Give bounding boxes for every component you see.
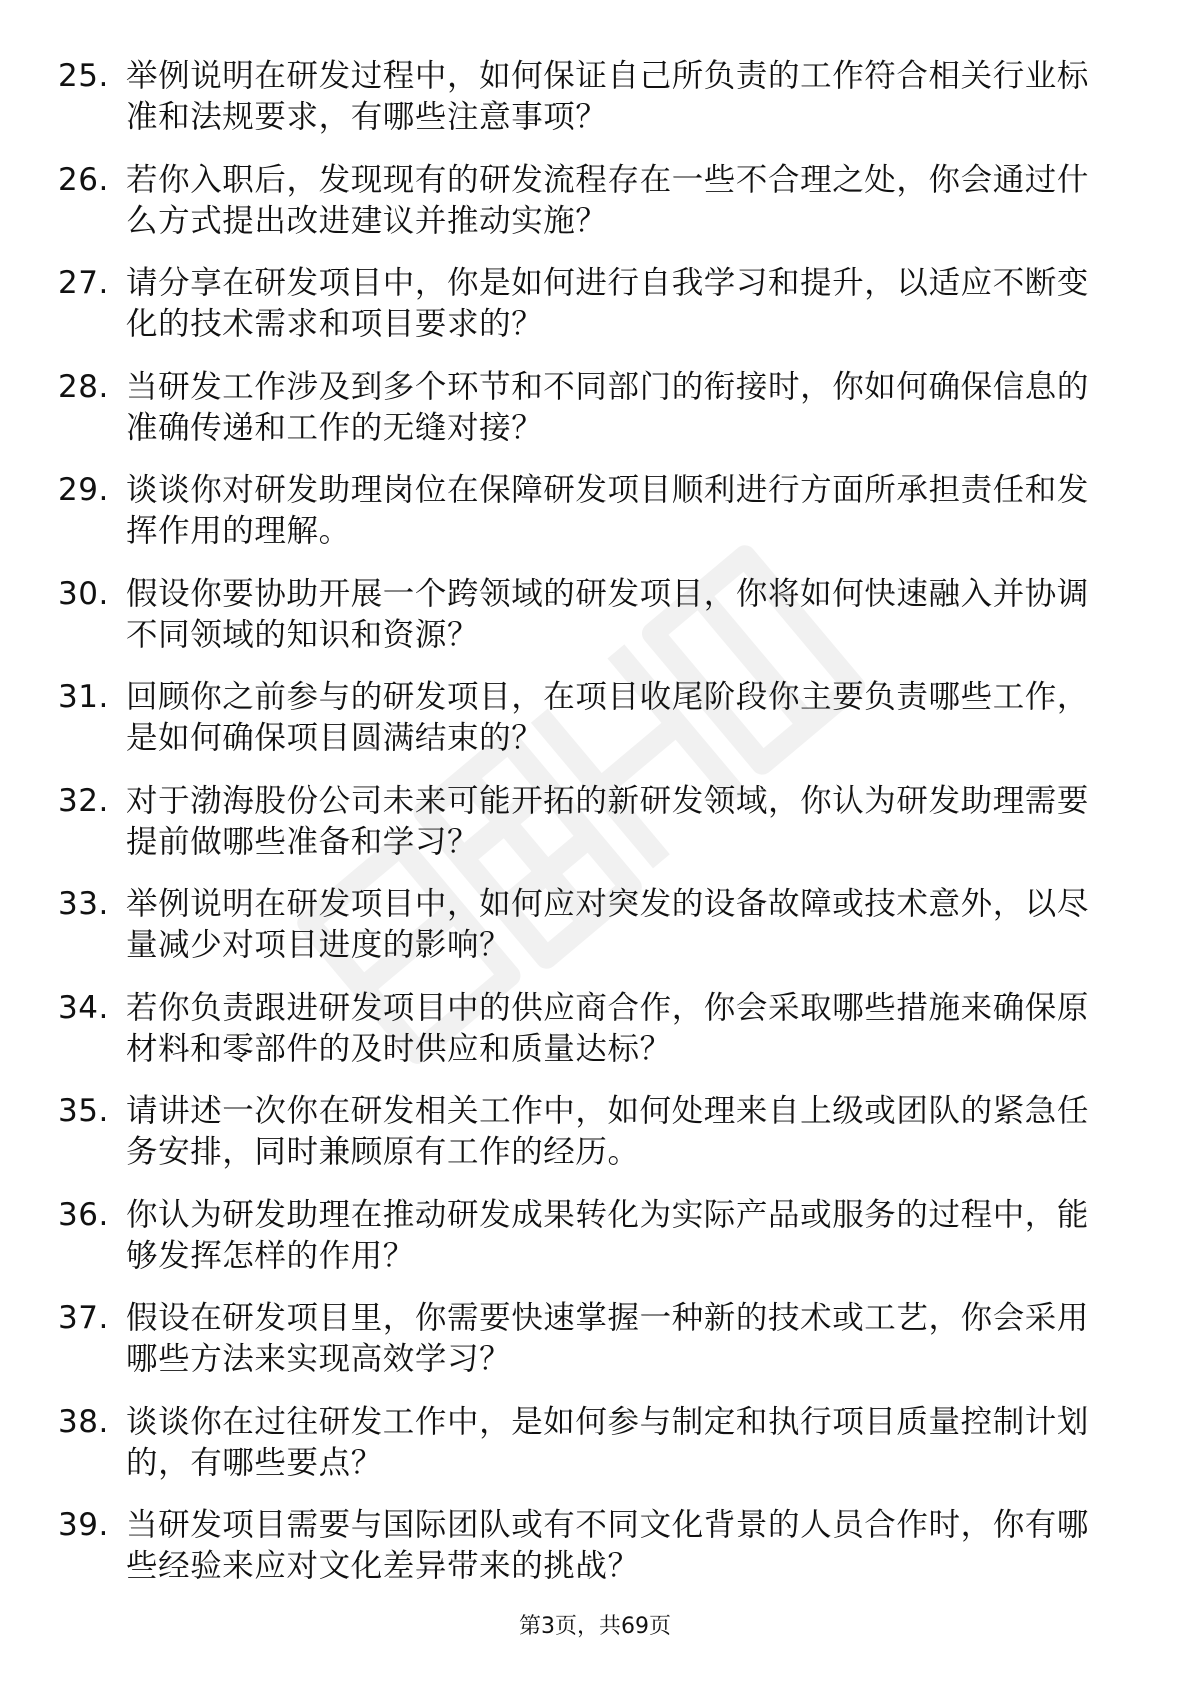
list-item	[58, 1298, 1108, 1402]
question-text: 请讲述一次你在研发相关工作中，如何处理来自上级或团队的紧急任务安排，同时兼顾原有工作的经历。	[126, 1093, 1090, 1170]
question-number: 31.	[58, 679, 109, 715]
question-number: 39.	[58, 1507, 109, 1543]
question-text: 谈谈你对研发助理岗位在保障研发项目顺利进行方面所承担责任和发挥作用的理解。	[126, 472, 1090, 549]
question-number: 30.	[58, 575, 109, 612]
question-text: 请分享在研发项目中，你是如何进行自我学习和提升，以适应不断变化的技术需求和项目要求的？	[126, 265, 1090, 342]
list-item	[58, 884, 1108, 988]
question-number: 29.	[58, 472, 109, 508]
question-text: 对于渤海股份公司未来可能开拓的新研发领域，你认为研发助理需要提前做哪些准备和学习？	[126, 782, 1090, 860]
list-item	[58, 574, 1108, 678]
question-number: 34.	[58, 989, 109, 1026]
question-text: 当研发项目需要与国际团队或有不同文化背景的人员合作时，你有哪些经验来应对文化差异带来的挑战？	[126, 1507, 1090, 1584]
question-number: 33.	[58, 886, 109, 922]
question-number: 28.	[58, 368, 109, 405]
question-list	[58, 56, 1108, 1609]
question-number: 38.	[58, 1403, 109, 1440]
list-item	[58, 470, 1108, 574]
question-text: 假设在研发项目里，你需要快速掌握一种新的技术或工艺，你会采用哪些方法来实现高效学习？	[126, 1300, 1090, 1377]
list-item	[58, 160, 1108, 264]
list-item	[58, 56, 1108, 160]
list-item	[58, 367, 1108, 471]
question-text: 若你负责跟进研发项目中的供应商合作，你会采取哪些措施来确保原材料和零部件的及时供应和质量达标？	[126, 989, 1090, 1067]
question-text: 假设你要协助开展一个跨领域的研发项目，你将如何快速融入并协调不同领域的知识和资源？	[126, 575, 1090, 653]
list-item	[58, 1195, 1108, 1299]
question-text: 当研发工作涉及到多个环节和不同部门的衔接时，你如何确保信息的准确传递和工作的无缝对接？	[126, 368, 1090, 446]
question-text: 举例说明在研发过程中，如何保证自己所负责的工作符合相关行业标准和法规要求，有哪些注意事项？	[126, 58, 1090, 135]
list-item	[58, 1505, 1108, 1609]
page-number-label: 第3页，共69页	[519, 1614, 671, 1639]
question-text: 举例说明在研发项目中，如何应对突发的设备故障或技术意外，以尽量减少对项目进度的影响？	[126, 886, 1090, 963]
question-number: 27.	[58, 265, 109, 301]
list-item	[58, 1091, 1108, 1195]
list-item	[58, 781, 1108, 885]
question-number: 25.	[58, 58, 109, 94]
question-text: 回顾你之前参与的研发项目，在项目收尾阶段你主要负责哪些工作，是如何确保项目圆满结束的？	[126, 679, 1090, 756]
question-text: 谈谈你在过往研发工作中，是如何参与制定和执行项目质量控制计划的，有哪些要点？	[126, 1403, 1090, 1481]
question-number: 26.	[58, 161, 109, 198]
list-item	[58, 1402, 1108, 1506]
question-number: 37.	[58, 1300, 109, 1336]
question-number: 36.	[58, 1196, 109, 1233]
list-item	[58, 988, 1108, 1092]
list-item	[58, 263, 1108, 367]
list-item	[58, 677, 1108, 781]
question-text: 你认为研发助理在推动研发成果转化为实际产品或服务的过程中，能够发挥怎样的作用？	[126, 1196, 1090, 1274]
question-text: 若你入职后，发现现有的研发流程存在一些不合理之处，你会通过什么方式提出改进建议并推动实施？	[126, 161, 1090, 239]
page-footer	[0, 1612, 1190, 1642]
question-number: 32.	[58, 782, 109, 819]
question-number: 35.	[58, 1093, 109, 1129]
